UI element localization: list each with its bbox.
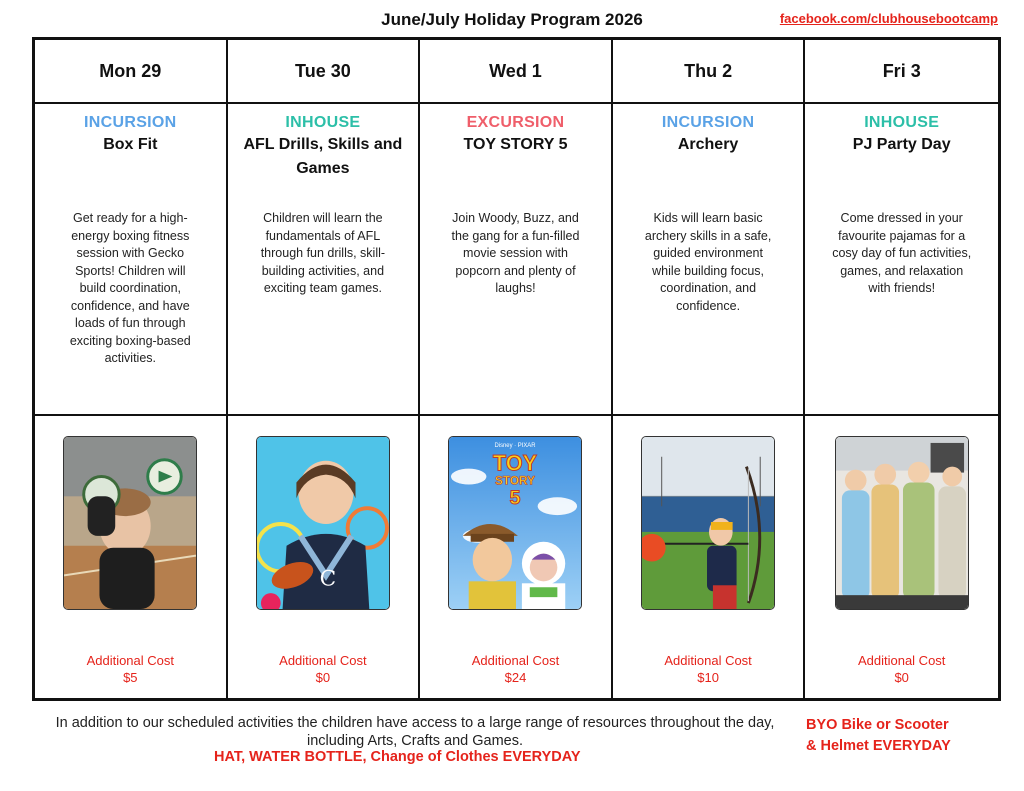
activity-type: INHOUSE	[864, 114, 940, 131]
day-header-fri: Fri 3	[805, 40, 998, 104]
pj-party-photo	[835, 436, 969, 610]
day-header-wed: Wed 1	[420, 40, 613, 104]
cost-value: $0	[315, 670, 331, 685]
daily-reminder: HAT, WATER BOTTLE, Change of Clothes EVERYDAY	[214, 749, 581, 765]
cost-value: $10	[697, 670, 719, 685]
activity-description: Kids will learn basic archery skills in a safe, guided environment while building focus, coordination, and confidence.	[644, 211, 772, 313]
activity-type: INCURSION	[661, 114, 755, 131]
program-table	[32, 37, 1001, 701]
photo-cell-fri	[805, 416, 998, 698]
afl-photo	[256, 436, 390, 610]
activity-description: Come dressed in your favourite pajamas for a cosy day of fun activities, games, and relaxation with friends!	[832, 211, 972, 295]
activity-type: INHOUSE	[285, 114, 361, 131]
facebook-link[interactable]: facebook.com/clubhousebootcamp	[779, 11, 998, 26]
activity-info-tue	[228, 104, 421, 416]
activity-name: PJ Party Day	[852, 136, 951, 153]
activity-name: AFL Drills, Skills and Games	[243, 136, 403, 177]
page-title: June/July Holiday Program 2026	[381, 10, 643, 29]
archery-photo	[641, 436, 775, 610]
photo-cell-wed	[420, 416, 613, 698]
cost-label: Additional Cost	[857, 653, 946, 668]
photo-cell-thu	[613, 416, 806, 698]
activity-info-mon	[35, 104, 228, 416]
cost-label: Additional Cost	[279, 653, 367, 668]
day-header-thu: Thu 2	[613, 40, 806, 104]
activity-type: INCURSION	[84, 114, 177, 131]
poster-number: 5	[510, 487, 521, 510]
photo-cell-tue	[228, 416, 421, 698]
day-header-mon: Mon 29	[35, 40, 228, 104]
byo-line-1: BYO Bike or Scooter	[806, 717, 949, 733]
activity-type: EXCURSION	[466, 114, 565, 131]
svg-text:C: C	[319, 566, 337, 592]
photo-cell-mon	[35, 416, 228, 698]
activity-info-thu	[613, 104, 806, 416]
poster-brand: Disney · PIXAR	[495, 442, 536, 449]
activity-description: Get ready for a high-energy boxing fitness session with Gecko Sports! Children will build coordination, confidence, and have loads of fun through exciting boxing-based activities.	[69, 211, 191, 365]
activity-info-fri	[805, 104, 998, 416]
cost-label: Additional Cost	[86, 653, 175, 668]
activity-info-wed	[420, 104, 613, 416]
toy-story-poster	[448, 436, 582, 610]
boxing-photo	[63, 436, 197, 610]
cost-label: Additional Cost	[471, 653, 560, 668]
resources-note: In addition to our scheduled activities the children have access to a large range of resources throughout the day, including Arts, Crafts and Games.	[55, 715, 775, 749]
poster-toy: TOY	[493, 450, 538, 476]
byo-line-2: & Helmet EVERYDAY	[806, 738, 951, 754]
cost-value: $0	[894, 670, 909, 685]
activity-name: Box Fit	[103, 136, 158, 153]
cost-label: Additional Cost	[664, 653, 752, 668]
cost-value: $24	[504, 670, 527, 685]
byo-note	[806, 715, 951, 757]
activity-description: Children will learn the fundamentals of AFL through fun drills, skill-building activities, and exciting team games.	[260, 211, 386, 295]
cost-value: $5	[123, 670, 138, 685]
poster-story: STORY	[495, 473, 536, 488]
day-header-tue: Tue 30	[228, 40, 421, 104]
activity-name: TOY STORY 5	[463, 136, 568, 153]
activity-description: Join Woody, Buzz, and the gang for a fun-filled movie session with popcorn and plenty of laughs!	[451, 211, 580, 295]
activity-name: Archery	[677, 136, 739, 153]
